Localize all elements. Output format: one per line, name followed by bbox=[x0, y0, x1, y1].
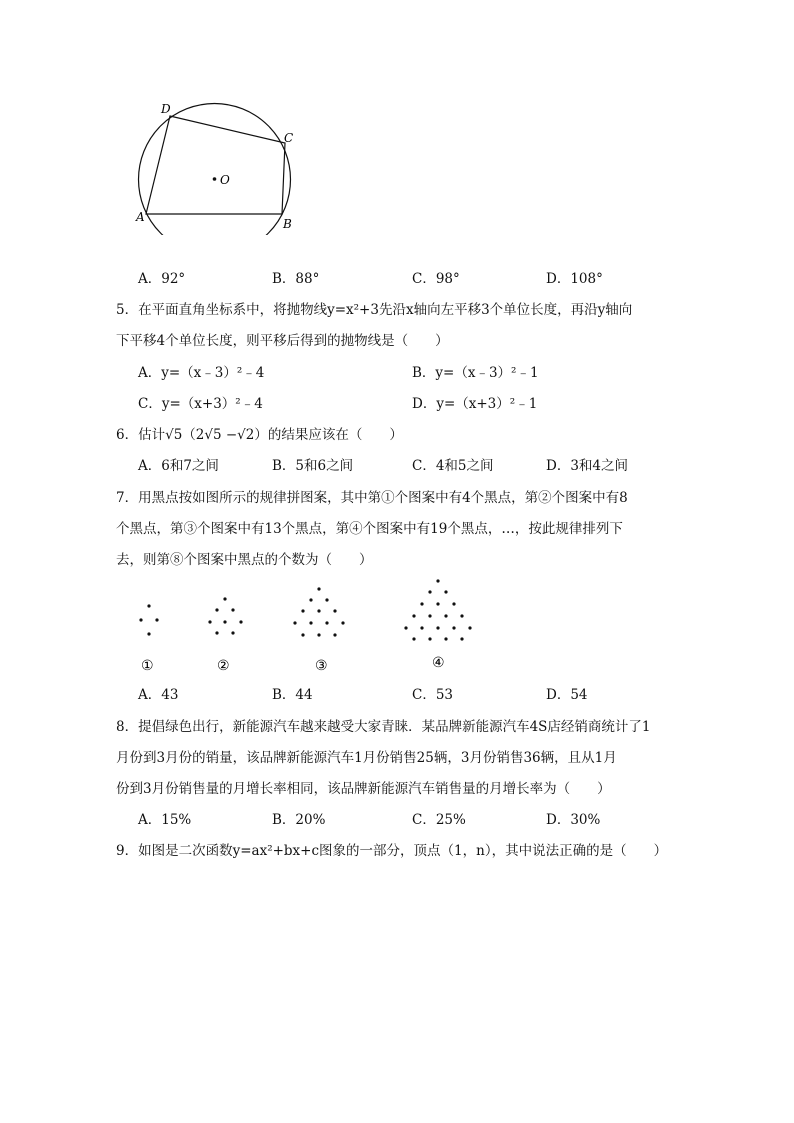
q7-option-a[interactable]: A．43 bbox=[138, 687, 179, 703]
q5-option-d[interactable]: D．y=（x+3）²﹣1 bbox=[412, 396, 538, 412]
pattern-3 bbox=[293, 587, 344, 636]
dot bbox=[215, 631, 218, 634]
dot bbox=[147, 604, 150, 607]
dot bbox=[452, 626, 455, 629]
dot bbox=[239, 620, 242, 623]
q8-option-b[interactable]: B．20% bbox=[272, 812, 326, 828]
dot bbox=[317, 609, 320, 612]
dot bbox=[420, 602, 423, 605]
dot bbox=[428, 614, 431, 617]
center-point bbox=[213, 177, 217, 181]
q4-option-b[interactable]: B．88° bbox=[272, 271, 320, 287]
dot bbox=[215, 608, 218, 611]
dot bbox=[333, 609, 336, 612]
dot bbox=[139, 618, 142, 621]
dot bbox=[460, 637, 463, 640]
q8-text-line1: 8．提倡绿色出行，新能源汽车越来越受大家青睐．某品牌新能源汽车4S店经销商统计了1 bbox=[116, 719, 651, 735]
dot bbox=[444, 590, 447, 593]
pattern-label-4: ④ bbox=[432, 655, 445, 671]
dot bbox=[444, 614, 447, 617]
circle-figure bbox=[130, 95, 310, 235]
q7-text-line1: 7．用黑点按如图所示的规律拼图案，其中第①个图案中有4个黑点，第②个图案中有8 bbox=[116, 490, 628, 506]
dot bbox=[325, 598, 328, 601]
dot bbox=[301, 609, 304, 612]
dot bbox=[309, 621, 312, 624]
pattern-1 bbox=[139, 604, 158, 635]
dot bbox=[436, 626, 439, 629]
dot bbox=[333, 633, 336, 636]
pattern-label-1: ① bbox=[141, 658, 154, 674]
q8-option-d[interactable]: D．30% bbox=[546, 812, 601, 828]
q6-option-b[interactable]: B．5和6之间 bbox=[272, 458, 354, 474]
dot bbox=[428, 637, 431, 640]
pattern-label-3: ③ bbox=[315, 658, 328, 674]
dot bbox=[309, 598, 312, 601]
dot bbox=[293, 621, 296, 624]
dot-patterns-figure bbox=[130, 578, 510, 678]
dot bbox=[412, 637, 415, 640]
dot bbox=[301, 633, 304, 636]
dot bbox=[468, 626, 471, 629]
dot bbox=[444, 637, 447, 640]
dot bbox=[325, 621, 328, 624]
label-o: O bbox=[220, 173, 230, 187]
q5-option-a[interactable]: A．y=（x﹣3）²﹣4 bbox=[138, 365, 265, 381]
pattern-4 bbox=[404, 579, 471, 640]
dot bbox=[147, 632, 150, 635]
q7-option-d[interactable]: D．54 bbox=[546, 687, 588, 703]
q9-text-line1: 9．如图是二次函数y=ax²+bx+c图象的一部分，顶点（1，n），其中说法正确的是（ ） bbox=[116, 843, 668, 859]
dot bbox=[155, 618, 158, 621]
dot bbox=[460, 614, 463, 617]
q6-option-c[interactable]: C．4和5之间 bbox=[412, 458, 494, 474]
dot bbox=[208, 620, 211, 623]
q4-option-c[interactable]: C．98° bbox=[412, 271, 460, 287]
q4-option-d[interactable]: D．108° bbox=[546, 271, 603, 287]
q7-option-c[interactable]: C．53 bbox=[412, 687, 454, 703]
q8-text-line3: 份到3月份销售量的月增长率相同，该品牌新能源汽车销售量的月增长率为（ ） bbox=[116, 781, 611, 797]
dot bbox=[420, 626, 423, 629]
label-d: D bbox=[161, 102, 171, 116]
q5-text-line1: 5．在平面直角坐标系中，将抛物线y=x²+3先沿x轴向左平移3个单位长度，再沿y轴向 bbox=[116, 302, 633, 318]
q7-text-line2: 个黑点，第③个图案中有13个黑点，第④个图案中有19个黑点，…，按此规律排列下 bbox=[116, 521, 623, 537]
dot bbox=[436, 579, 439, 582]
dot bbox=[452, 602, 455, 605]
dot bbox=[341, 621, 344, 624]
q8-option-c[interactable]: C．25% bbox=[412, 812, 466, 828]
pattern-2 bbox=[208, 597, 242, 634]
q7-option-b[interactable]: B．44 bbox=[272, 687, 313, 703]
dot bbox=[317, 633, 320, 636]
label-c: C bbox=[284, 131, 294, 145]
q6-text-line1: 6．估计√5（2√5 −√2）的结果应该在（ ） bbox=[116, 427, 403, 443]
dot bbox=[231, 608, 234, 611]
dot bbox=[223, 620, 226, 623]
q5-option-c[interactable]: C．y=（x+3）²﹣4 bbox=[138, 396, 263, 412]
circumcircle bbox=[139, 104, 294, 236]
pattern-label-2: ② bbox=[217, 658, 230, 674]
dot bbox=[231, 631, 234, 634]
dot bbox=[436, 602, 439, 605]
dot bbox=[428, 590, 431, 593]
dot bbox=[223, 597, 226, 600]
q5-option-b[interactable]: B．y=（x﹣3）²﹣1 bbox=[412, 365, 539, 381]
q7-text-line3: 去，则第⑧个图案中黑点的个数为（ ） bbox=[116, 552, 373, 568]
label-b: B bbox=[283, 217, 292, 231]
q5-text-line2: 下平移4个单位长度，则平移后得到的抛物线是（ ） bbox=[116, 333, 449, 349]
dot bbox=[412, 614, 415, 617]
q8-text-line2: 月份到3月份的销量，该品牌新能源汽车1月份销售25辆，3月份销售36辆，且从1月 bbox=[116, 750, 617, 766]
q6-option-a[interactable]: A．6和7之间 bbox=[138, 458, 219, 474]
q8-option-a[interactable]: A．15% bbox=[138, 812, 192, 828]
label-a: A bbox=[136, 210, 145, 224]
dot bbox=[404, 626, 407, 629]
dot bbox=[317, 587, 320, 590]
quadrilateral-abcd bbox=[146, 116, 285, 214]
q6-option-d[interactable]: D．3和4之间 bbox=[546, 458, 629, 474]
q4-option-a[interactable]: A．92° bbox=[138, 271, 186, 287]
